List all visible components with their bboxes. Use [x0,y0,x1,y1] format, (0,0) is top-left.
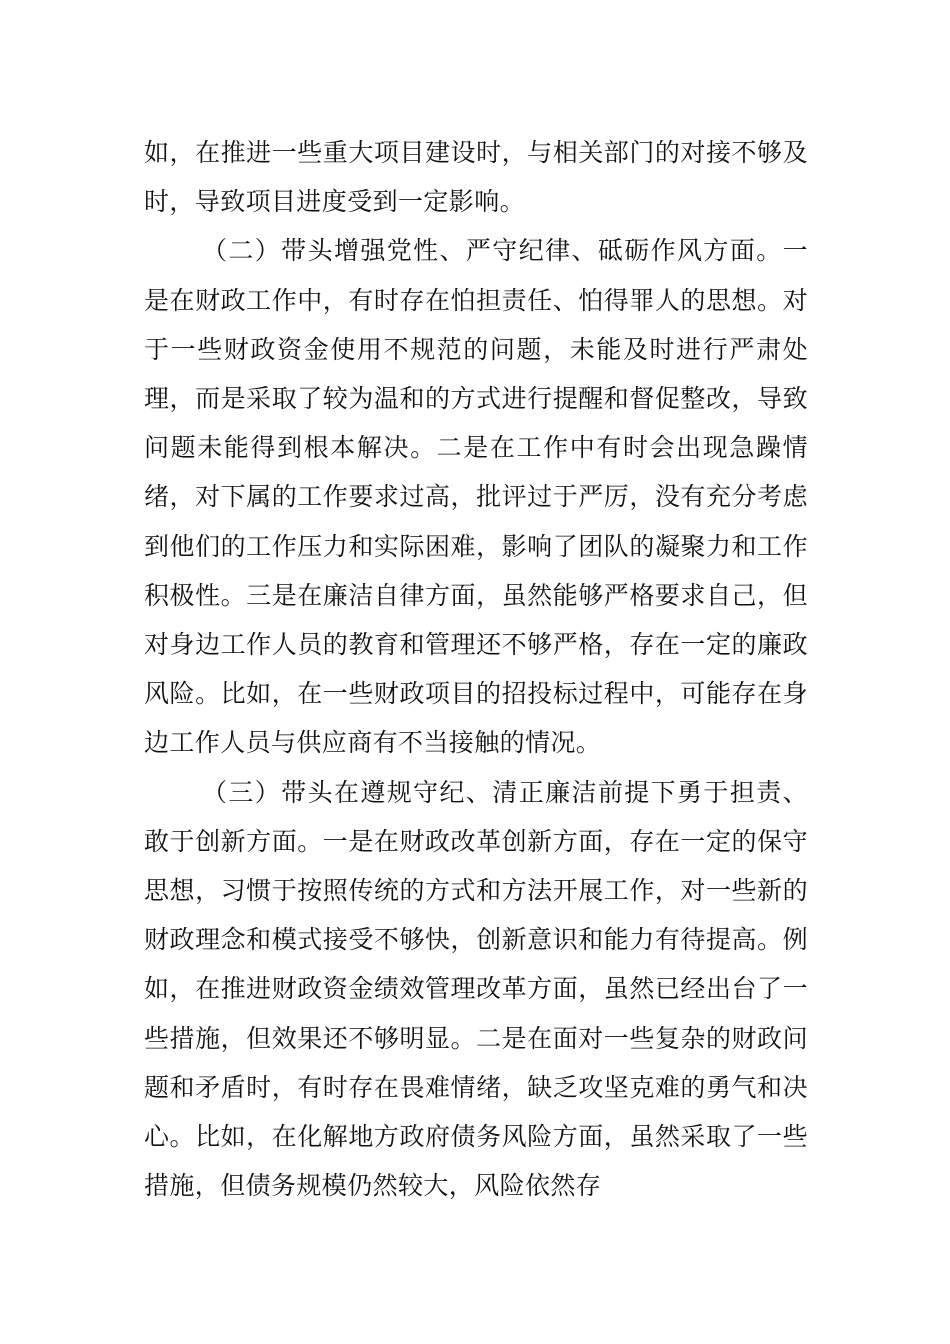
paragraph-section-three: （三）带头在遵规守纪、清正廉洁前提下勇于担责、敢于创新方面。一是在财政改革创新方面，存在一定的保守思想，习惯于按照传统的方式和方法开展工作，对一些新的财政理念和模式接受不够快，创新意识和能力有待提高。例如，在推进财政资金绩效管理改革方面，虽然已经出台了一些措施，但效果还不够明显。二是在面对一些复杂的财政问题和矛盾时，有时存在畏难情绪，缺乏攻坚克难的勇气和决心。比如，在化解地方政府债务风险方面，虽然采取了一些措施，但债务规模仍然较大，风险依然存 [144,777,808,1201]
paragraph-continuation: 如，在推进一些重大项目建设时，与相关部门的对接不够及时，导致项目进度受到一定影响。 [144,138,808,217]
paragraph-section-two: （二）带头增强党性、严守纪律、砥砺作风方面。一是在财政工作中，有时存在怕担责任、怕得罪人的思想。对于一些财政资金使用不规范的问题，未能及时进行严肃处理，而是采取了较为温和的方式进行提醒和督促整改，导致问题未能得到根本解决。二是在工作中有时会出现急躁情绪，对下属的工作要求过高，批评过于严厉，没有充分考虑到他们的工作压力和实际困难，影响了团队的凝聚力和工作积极性。三是在廉洁自律方面，虽然能够严格要求自己，但对身边工作人员的教育和管理还不够严格，存在一定的廉政风险。比如，在一些财政项目的招投标过程中，可能存在身边工作人员与供应商有不当接触的情况。 [144,236,808,758]
document-body [144,128,808,1210]
